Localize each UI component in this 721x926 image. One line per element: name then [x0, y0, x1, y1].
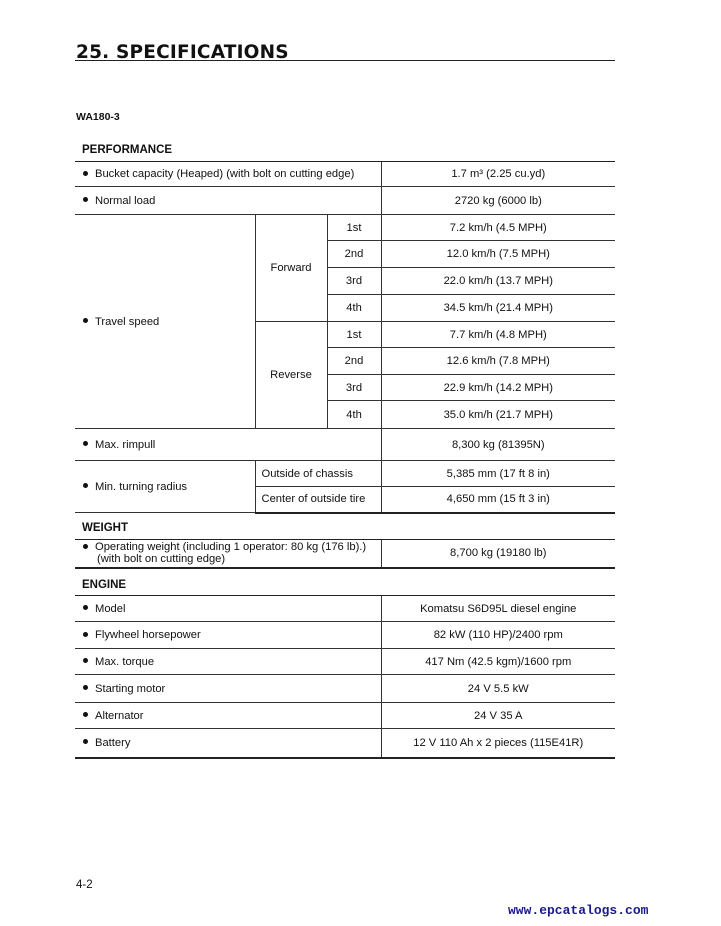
turning-outside-label: Outside of chassis — [255, 461, 381, 487]
table-row — [75, 461, 615, 487]
section-weight: WEIGHT — [82, 522, 128, 534]
alternator-value: 24 V 35 A — [381, 703, 615, 729]
table-row — [75, 703, 615, 729]
bullet-icon — [83, 318, 88, 323]
reverse-gear: 4th — [327, 401, 381, 429]
engine-table — [75, 595, 615, 759]
normal-load-label: Normal load — [95, 194, 156, 207]
max-rimpull-label: Max. rimpull — [95, 438, 156, 451]
table-row — [75, 162, 615, 187]
reverse-gear: 1st — [327, 322, 381, 348]
battery-value: 12 V 110 Ah x 2 pieces (115E41R) — [381, 729, 615, 758]
section-performance: PERFORMANCE — [82, 144, 173, 156]
operating-weight-label: Operating weight (including 1 operator: 80 kg (176 lb).) — [95, 541, 367, 554]
normal-load-value: 2720 kg (6000 lb) — [381, 187, 615, 215]
forward-label: Forward — [255, 215, 327, 322]
turning-outside-value: 5,385 mm (17 ft 8 in) — [381, 461, 615, 487]
reverse-speed: 22.9 km/h (14.2 MPH) — [381, 375, 615, 401]
page-number: 4-2 — [76, 879, 93, 891]
bullet-icon — [83, 197, 88, 202]
forward-speed: 22.0 km/h (13.7 MPH) — [381, 268, 615, 295]
model-label: WA180-3 — [76, 111, 120, 123]
max-torque-label: Max. torque — [95, 655, 155, 668]
bullet-icon — [83, 441, 88, 446]
reverse-gear: 3rd — [327, 375, 381, 401]
bullet-icon — [83, 739, 88, 744]
starting-motor-value: 24 V 5.5 kW — [381, 675, 615, 703]
reverse-label: Reverse — [255, 322, 327, 429]
bullet-icon — [83, 712, 88, 717]
starting-motor-label: Starting motor — [95, 682, 166, 695]
page-title: 25. SPECIFICATIONS — [76, 42, 289, 63]
table-row — [75, 675, 615, 703]
section-engine: ENGINE — [82, 579, 127, 591]
bucket-capacity-label: Bucket capacity (Heaped) (with bolt on cutting edge) — [95, 168, 355, 180]
turning-center-value: 4,650 mm (15 ft 3 in) — [381, 487, 615, 513]
flywheel-horsepower-label: Flywheel horsepower — [95, 629, 201, 641]
title-rule — [75, 60, 615, 61]
max-torque-value: 417 Nm (42.5 kgm)/1600 rpm — [381, 649, 615, 675]
engine-model-value: Komatsu S6D95L diesel engine — [381, 596, 615, 622]
turning-center-label: Center of outside tire — [255, 487, 381, 513]
reverse-gear: 2nd — [327, 348, 381, 375]
flywheel-horsepower-value: 82 kW (110 HP)/2400 rpm — [381, 622, 615, 649]
reverse-speed: 12.6 km/h (7.8 MPH) — [381, 348, 615, 375]
operating-weight-note: (with bolt on cutting edge) — [97, 553, 226, 566]
forward-speed: 12.0 km/h (7.5 MPH) — [381, 241, 615, 268]
bullet-icon — [83, 605, 88, 610]
bullet-icon — [83, 483, 88, 488]
table-row — [75, 596, 615, 622]
forward-gear: 3rd — [327, 268, 381, 295]
table-row — [75, 649, 615, 675]
table-row — [75, 429, 615, 461]
bullet-icon — [83, 544, 88, 549]
bullet-icon — [83, 685, 88, 690]
bullet-icon — [83, 658, 88, 663]
forward-gear: 2nd — [327, 241, 381, 268]
forward-gear: 4th — [327, 295, 381, 322]
weight-table — [75, 539, 615, 569]
alternator-label: Alternator — [95, 709, 144, 722]
engine-model-label: Model — [95, 602, 126, 615]
table-row — [75, 729, 615, 758]
bucket-capacity-value: 1.7 m³ (2.25 cu.yd) — [381, 162, 615, 187]
operating-weight-value: 8,700 kg (19180 lb) — [381, 540, 615, 568]
forward-speed: 7.2 km/h (4.5 MPH) — [381, 215, 615, 241]
max-rimpull-value: 8,300 kg (81395N) — [381, 429, 615, 461]
bullet-icon — [83, 171, 88, 176]
table-row — [75, 215, 615, 241]
reverse-speed: 7.7 km/h (4.8 MPH) — [381, 322, 615, 348]
min-turning-radius-label: Min. turning radius — [95, 480, 188, 493]
table-row — [75, 187, 615, 215]
table-row — [75, 622, 615, 649]
forward-speed: 34.5 km/h (21.4 MPH) — [381, 295, 615, 322]
reverse-speed: 35.0 km/h (21.7 MPH) — [381, 401, 615, 429]
watermark-url: www.epcatalogs.com — [508, 903, 649, 918]
performance-table — [75, 161, 615, 514]
battery-label: Battery — [95, 736, 131, 749]
forward-gear: 1st — [327, 215, 381, 241]
bullet-icon — [83, 632, 88, 637]
table-row — [75, 540, 615, 568]
travel-speed-label: Travel speed — [95, 315, 160, 328]
